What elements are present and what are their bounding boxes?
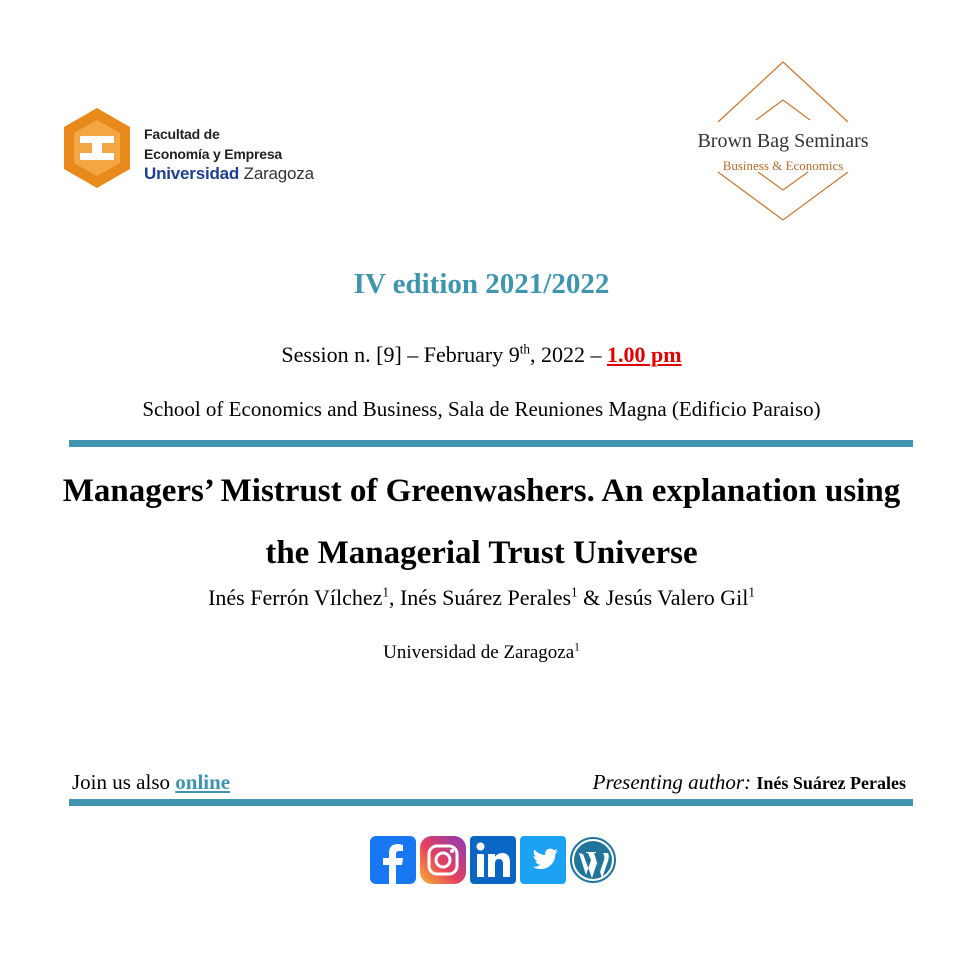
author-separator: , bbox=[388, 585, 400, 610]
seminar-subtitle: Business & Economics bbox=[722, 158, 844, 173]
session-time: 1.00 pm bbox=[607, 342, 682, 367]
author-affil-sup: 1 bbox=[571, 584, 578, 600]
social-links bbox=[369, 835, 617, 887]
faculty-name-line1: Facultad de bbox=[144, 126, 220, 142]
authors bbox=[0, 585, 963, 611]
venue: School of Economics and Business, Sala de Reuniones Magna (Edificio Paraiso) bbox=[142, 397, 821, 421]
session-prefix: Session n. [9] – February 9 bbox=[281, 342, 520, 367]
presenting-label: Presenting author: bbox=[592, 770, 752, 794]
linkedin-icon[interactable] bbox=[469, 835, 517, 885]
talk-title bbox=[0, 460, 963, 584]
seminar-logo bbox=[678, 60, 898, 225]
faculty-city: Zaragoza bbox=[239, 164, 314, 183]
author-name: Inés Suárez Perales bbox=[399, 585, 572, 610]
affiliation bbox=[0, 642, 963, 664]
presenting-author bbox=[593, 770, 906, 795]
presenting-name: Inés Suárez Perales bbox=[756, 773, 906, 793]
wordpress-icon[interactable] bbox=[569, 835, 617, 885]
online-link[interactable]: online bbox=[175, 770, 231, 794]
divider-bottom bbox=[69, 799, 913, 806]
faculty-logo bbox=[62, 106, 362, 196]
session-date-rest: , 2022 – bbox=[530, 342, 607, 367]
faculty-name-line2: Economía y Empresa bbox=[144, 146, 283, 162]
session-date-sup: th bbox=[519, 341, 530, 357]
instagram-icon[interactable] bbox=[419, 835, 467, 885]
edition-heading: IV edition 2021/2022 bbox=[353, 268, 610, 300]
facebook-icon[interactable] bbox=[369, 835, 417, 885]
author-separator: & bbox=[577, 585, 606, 610]
author-affil-sup: 1 bbox=[382, 584, 389, 600]
talk-title-line2: the Managerial Trust Universe bbox=[265, 535, 698, 571]
faculty-university: Universidad bbox=[144, 164, 240, 183]
author-name: Jesús Valero Gil bbox=[605, 585, 749, 610]
affiliation-sup: 1 bbox=[574, 641, 580, 654]
author-affil-sup: 1 bbox=[748, 584, 755, 600]
author-name: Inés Ferrón Vílchez bbox=[208, 585, 383, 610]
join-online bbox=[72, 770, 230, 795]
affiliation-name: Universidad de Zaragoza bbox=[383, 642, 575, 663]
seminar-title: Brown Bag Seminars bbox=[697, 130, 869, 152]
faculty-hexagon-icon bbox=[62, 106, 132, 190]
talk-title-line1: Managers’ Mistrust of Greenwashers. An explanation using bbox=[62, 473, 901, 509]
divider-top bbox=[69, 440, 913, 447]
join-text: Join us also bbox=[72, 770, 176, 794]
twitter-icon[interactable] bbox=[519, 835, 567, 885]
session-info bbox=[0, 342, 963, 368]
